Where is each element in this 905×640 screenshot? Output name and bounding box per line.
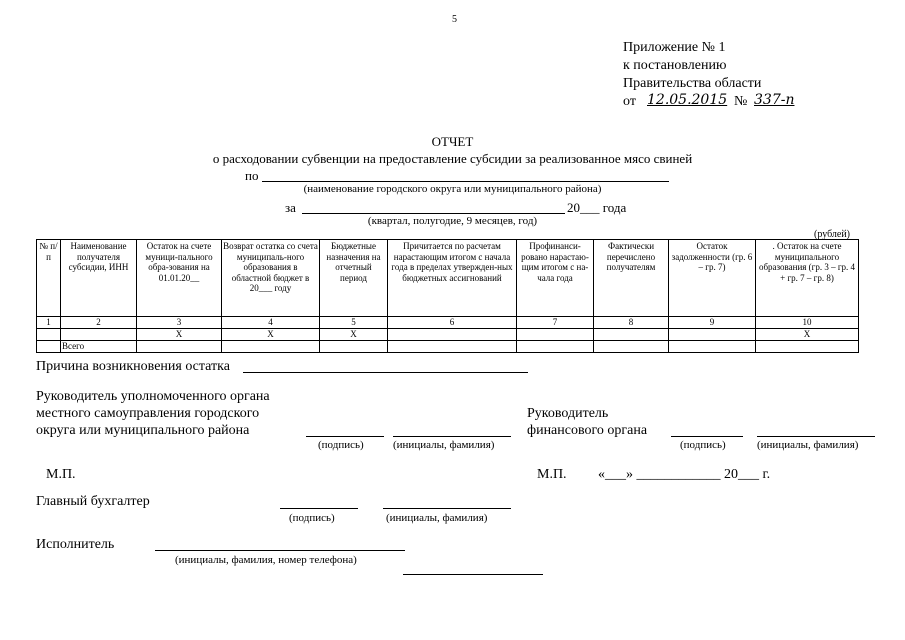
executor-hint: (инициалы, фамилия, номер телефона) xyxy=(175,554,357,566)
table-cell[interactable] xyxy=(756,341,859,353)
table-cell[interactable] xyxy=(517,329,594,341)
header-cell: Причитается по расчетам нарастающим итогом с начала года в пределах утвержден-ных бюджетных ассигнований xyxy=(388,240,517,317)
column-number: 1 xyxy=(37,317,61,329)
table-cell: X xyxy=(320,329,388,341)
report-subtitle: о расходовании субвенции на предоставление субсидии за реализованное мясо свиней xyxy=(212,151,693,166)
column-number: 9 xyxy=(669,317,756,329)
by-label: по xyxy=(245,168,259,183)
table-cell[interactable] xyxy=(594,341,669,353)
table-cell: X xyxy=(222,329,320,341)
column-number-row xyxy=(37,317,859,329)
fin-signature-field[interactable] xyxy=(671,436,743,437)
appendix-from-label: от xyxy=(623,94,636,109)
table-cell[interactable] xyxy=(320,341,388,353)
column-number: 10 xyxy=(756,317,859,329)
table-cell[interactable] xyxy=(517,341,594,353)
fin-initials-field[interactable] xyxy=(757,436,875,437)
table-cell[interactable] xyxy=(137,341,222,353)
header-cell: Бюджетные назначения на отчетный период xyxy=(320,240,388,317)
fin-signature-hint: (подпись) xyxy=(680,439,726,451)
appendix-line-3: Правительства области xyxy=(623,76,762,91)
table-cell[interactable] xyxy=(61,329,137,341)
for-label: за xyxy=(285,200,296,215)
date-field[interactable]: «___» ____________ 20___ г. xyxy=(598,467,771,482)
accountant-initials-hint: (инициалы, фамилия) xyxy=(386,512,488,524)
accountant-label: Главный бухгалтер xyxy=(36,494,150,509)
column-number: 2 xyxy=(61,317,137,329)
column-number: 7 xyxy=(517,317,594,329)
municipality-field[interactable] xyxy=(262,181,669,182)
reason-field[interactable] xyxy=(243,372,528,373)
table-cell[interactable] xyxy=(388,341,517,353)
year-text: 20___ года xyxy=(567,200,627,215)
appendix-date: 12.05.2015 xyxy=(647,92,728,108)
head-initials-field[interactable] xyxy=(393,436,511,437)
appendix-line-1: Приложение № 1 xyxy=(623,40,726,55)
units-label: (рублей) xyxy=(814,229,851,240)
column-number: 8 xyxy=(594,317,669,329)
accountant-signature-field[interactable] xyxy=(280,508,358,509)
header-cell: Наименование получателя субсидии, ИНН xyxy=(61,240,137,317)
data-row xyxy=(37,329,859,341)
header-cell: . Остаток на счете муниципального образования (гр. 3 – гр. 4 + гр. 7 – гр. 8) xyxy=(756,240,859,317)
table-cell[interactable] xyxy=(669,329,756,341)
head-title-line-3: округа или муниципального района xyxy=(36,423,250,438)
head-title-line-2: местного самоуправления городского xyxy=(36,406,260,421)
table-cell[interactable] xyxy=(222,341,320,353)
header-cell: Фактически перечислено получателям xyxy=(594,240,669,317)
header-cell: Возврат остатка со счета муниципаль-ного образования в областной бюджет в 20___ году xyxy=(222,240,320,317)
table-cell[interactable] xyxy=(388,329,517,341)
stamp-left: М.П. xyxy=(46,467,76,482)
fin-title-line-1: Руководитель xyxy=(527,406,609,421)
accountant-signature-hint: (подпись) xyxy=(289,512,335,524)
report-title: ОТЧЕТ xyxy=(431,134,474,149)
header-cell: № п/п xyxy=(37,240,61,317)
header-cell: Остаток на счете муници-пального обра-зования на 01.01.20__ xyxy=(137,240,222,317)
table-cell: X xyxy=(137,329,222,341)
period-hint: (квартал, полугодие, 9 месяцев, год) xyxy=(367,215,538,227)
appendix-number-label: № xyxy=(734,94,748,109)
appendix-number: 337-п xyxy=(754,92,795,108)
table-cell[interactable] xyxy=(37,329,61,341)
head-initials-hint: (инициалы, фамилия) xyxy=(393,439,495,451)
total-row xyxy=(37,341,859,353)
page-number: 5 xyxy=(452,14,457,25)
table-cell[interactable] xyxy=(669,341,756,353)
header-cell: Профинанси-ровано нарастаю-щим итогом с на-чала года xyxy=(517,240,594,317)
extra-line xyxy=(403,574,543,575)
fin-initials-hint: (инициалы, фамилия) xyxy=(757,439,859,451)
accountant-initials-field[interactable] xyxy=(383,508,511,509)
reason-label: Причина возникновения остатка xyxy=(36,359,230,374)
header-row xyxy=(37,240,859,317)
head-title-line-1: Руководитель уполномоченного органа xyxy=(36,389,270,404)
municipality-hint: (наименование городского округа или муниципального района) xyxy=(303,183,602,195)
column-number: 3 xyxy=(137,317,222,329)
executor-label: Исполнитель xyxy=(36,537,115,552)
stamp-right: М.П. xyxy=(537,467,567,482)
period-field[interactable] xyxy=(302,213,565,214)
table-cell xyxy=(37,341,61,353)
head-signature-field[interactable] xyxy=(306,436,384,437)
appendix-line-2: к постановлению xyxy=(623,58,727,73)
column-number: 5 xyxy=(320,317,388,329)
column-number: 6 xyxy=(388,317,517,329)
header-cell: Остаток задолженности (гр. 6 – гр. 7) xyxy=(669,240,756,317)
fin-title-line-2: финансового органа xyxy=(527,423,648,438)
table-cell[interactable] xyxy=(594,329,669,341)
head-signature-hint: (подпись) xyxy=(318,439,364,451)
report-table xyxy=(36,239,859,353)
executor-field[interactable] xyxy=(155,550,405,551)
total-label: Всего xyxy=(61,341,137,353)
column-number: 4 xyxy=(222,317,320,329)
table-cell: X xyxy=(756,329,859,341)
